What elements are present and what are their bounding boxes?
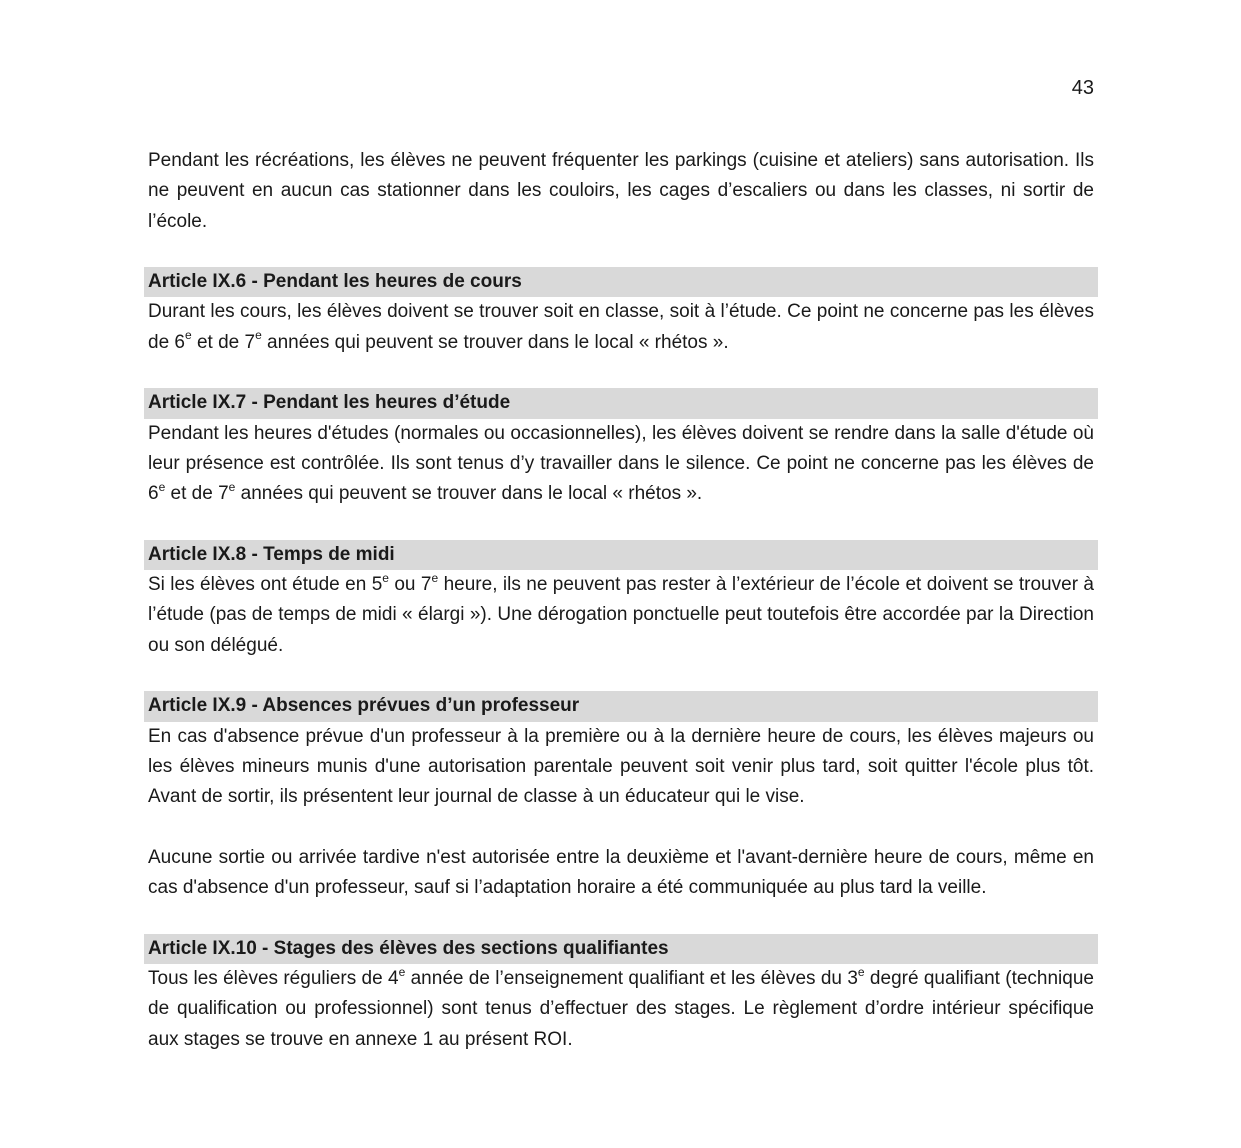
article-7-heading: Article IX.7 - Pendant les heures d’étude xyxy=(144,388,1098,418)
superscript: e xyxy=(158,479,166,494)
page-number: 43 xyxy=(1071,77,1094,99)
article-8-heading: Article IX.8 - Temps de midi xyxy=(144,540,1098,570)
article-9-paragraph-1: En cas d'absence prévue d'un professeur à la première ou à la dernière heure de cours, les élèves majeurs ou les élèves mineurs munis d'une autorisation parentale peuvent soit venir plus tard, soit quitter l'école plus tôt. Avant de sortir, ils présentent leur journal de classe à un éducateur qui le vise. xyxy=(148,725,1094,808)
spacer xyxy=(148,903,1094,933)
superscript: e xyxy=(184,328,192,343)
article-10-paragraph xyxy=(148,964,1094,1055)
text-run: Si les élèves ont étude en 5 xyxy=(148,574,383,596)
superscript: e xyxy=(398,964,406,979)
intro-paragraph: Pendant les récréations, les élèves ne peuvent fréquenter les parkings (cuisine et ateliers) sans autorisation. Ils ne peuvent en aucun cas stationner dans les couloirs, les cages d’escaliers ou dans les classes, ni sortir de l’école. xyxy=(148,150,1094,232)
spacer xyxy=(148,358,1094,388)
spacer xyxy=(148,237,1094,267)
superscript: e xyxy=(857,964,865,979)
spacer xyxy=(148,510,1094,540)
article-7-paragraph xyxy=(148,419,1094,510)
superscript: e xyxy=(255,328,262,343)
superscript: e xyxy=(228,479,236,494)
text-run: Tous les élèves réguliers de 4 xyxy=(148,968,399,990)
text-run: degré qualifiant (technique de qualification ou professionnel) sont tenus d’effectuer des stages. Le règlement d’ordre intérieur spécifique aux stages se trouve en annexe 1 au présent ROI. xyxy=(148,968,1094,1050)
text-run: années qui peuvent se trouver dans le local « rhétos ». xyxy=(235,483,703,505)
text-run: et de 7 xyxy=(165,483,229,505)
article-9-heading: Article IX.9 - Absences prévues d’un professeur xyxy=(144,691,1098,721)
spacer xyxy=(148,661,1094,691)
text-run: Durant les cours, les élèves doivent se trouver soit en classe, soit à l’étude. Ce point ne concerne pas les élèves de 6 xyxy=(148,301,1094,353)
text-run: ou 7 xyxy=(388,574,432,596)
spacer xyxy=(148,813,1094,843)
text-run: heure, ils ne peuvent pas rester à l’extérieur de l’école et doivent se trouver à l’étude (pas de temps de midi « élargi »). Une dérogation ponctuelle peut toutefois être accordée par la Direction ou son délégué. xyxy=(148,574,1095,656)
article-10-heading: Article IX.10 - Stages des élèves des sections qualifiantes xyxy=(144,934,1098,964)
superscript: e xyxy=(382,570,389,585)
article-8-paragraph xyxy=(148,570,1094,661)
superscript: e xyxy=(431,570,439,585)
document-body xyxy=(148,146,1094,1055)
article-6-heading: Article IX.6 - Pendant les heures de cours xyxy=(144,267,1098,297)
text-run: Pendant les heures d'études (normales ou occasionnelles), les élèves doivent se rendre dans la salle d'étude où leur présence est contrôlée. Ils sont tenus d’y travailler dans le silence. Ce point ne concerne pas les élèves de 6 xyxy=(148,422,1094,505)
text-run: année de l’enseignement qualifiant et les élèves du 3 xyxy=(405,968,858,990)
article-6-paragraph xyxy=(148,297,1094,358)
article-9-paragraph-2: Aucune sortie ou arrivée tardive n'est autorisée entre la deuxième et l'avant-dernière heure de cours, même en cas d'absence d'un professeur, sauf si l’adaptation horaire a été communiquée au plus tard la veille. xyxy=(148,846,1094,899)
text-run: et de 7 xyxy=(191,331,256,353)
text-run: années qui peuvent se trouver dans le local « rhétos ». xyxy=(261,331,729,353)
